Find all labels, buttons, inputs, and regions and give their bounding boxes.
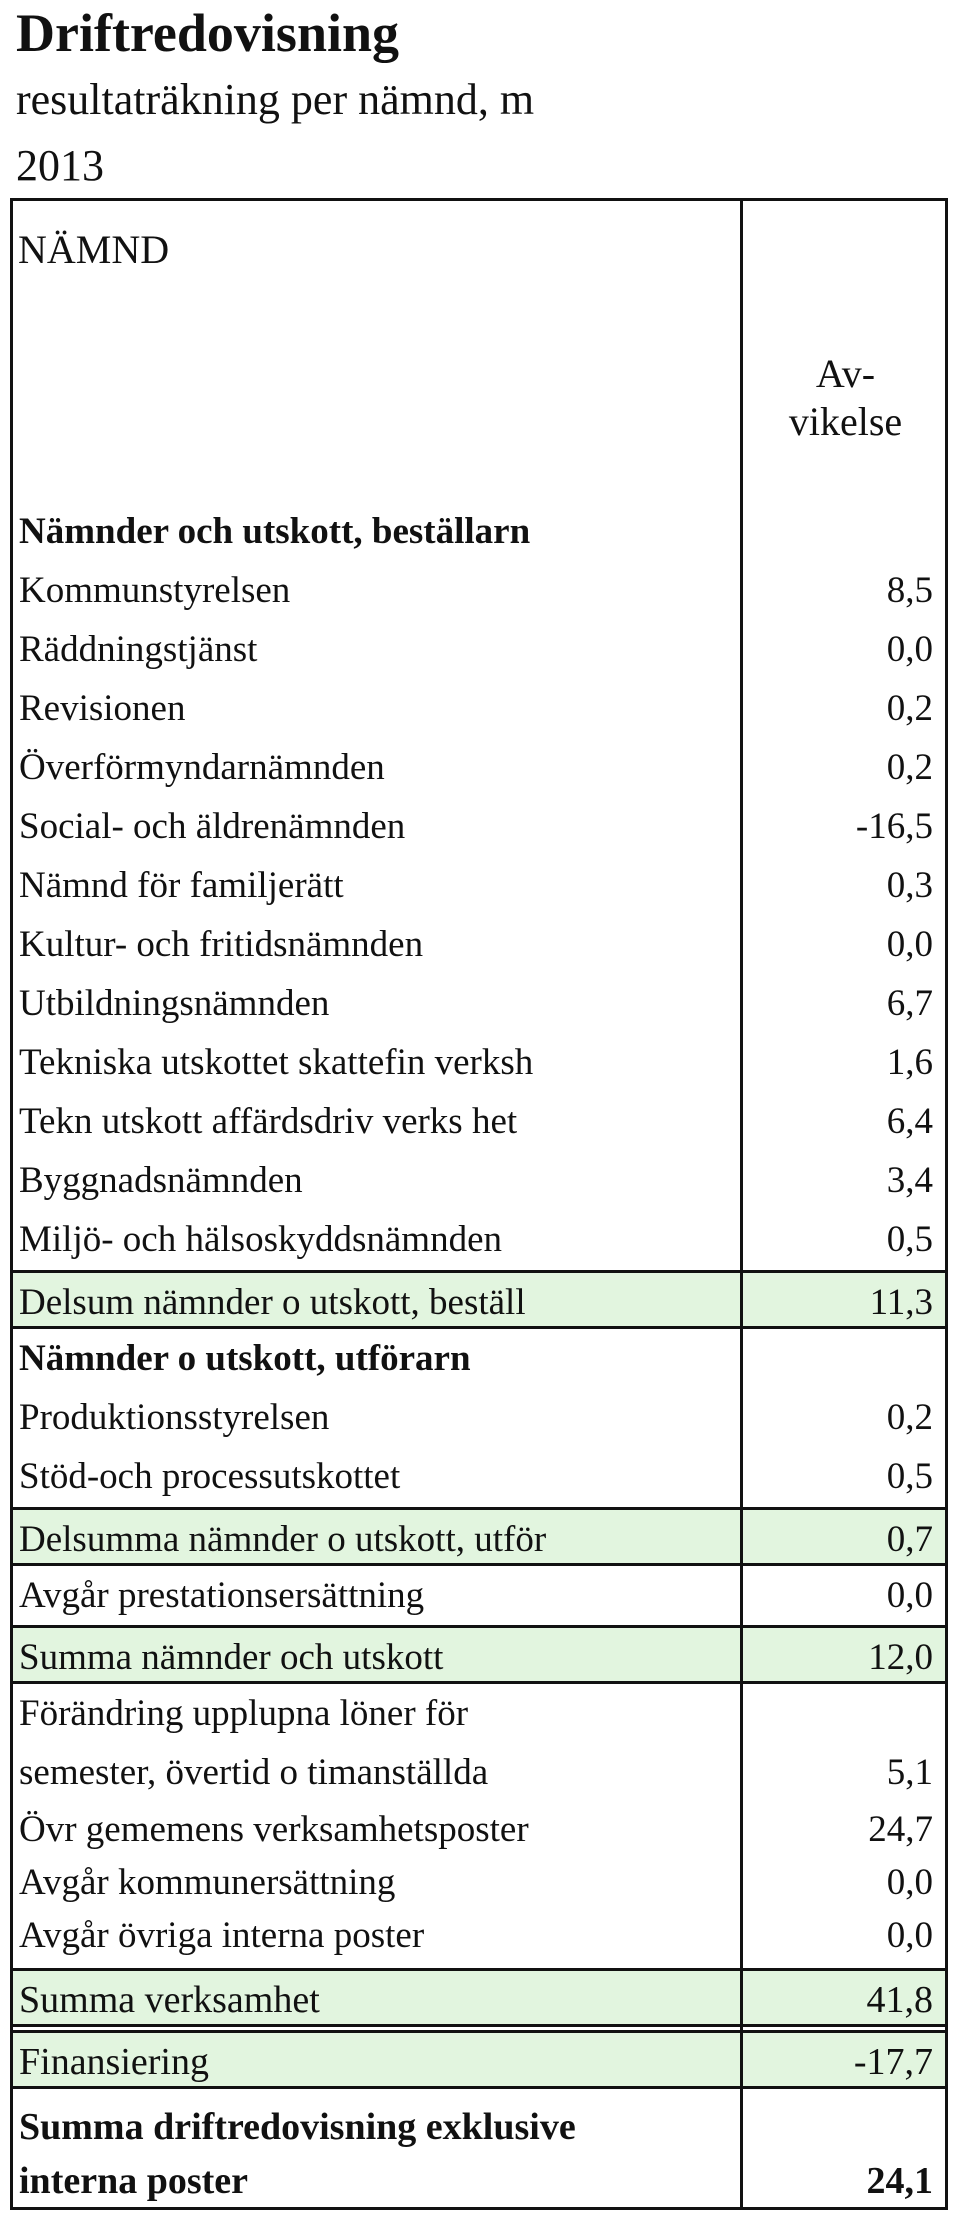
cell-divider	[740, 1273, 743, 1326]
subtotal-row	[13, 1270, 945, 1329]
header-avvikelse	[743, 350, 948, 446]
row-value: 0,5	[886, 1219, 933, 1260]
row-value: 0,2	[886, 747, 933, 788]
table-row	[13, 856, 945, 915]
row-label: Kommunstyrelsen	[19, 570, 291, 611]
row-value: 0,5	[886, 1456, 933, 1497]
row-label: Tekniska utskottet skattefin verksh	[19, 1042, 534, 1083]
row-value: 0,0	[886, 1575, 933, 1616]
row-label: Revisionen	[19, 688, 186, 729]
row-value: -17,7	[853, 2041, 933, 2083]
subtotal-row	[13, 1625, 945, 1684]
row-value: 5,1	[886, 1752, 933, 1793]
row-label: Delsumma nämnder o utskott, utför	[19, 1519, 547, 1560]
cell-divider	[740, 1971, 743, 2024]
cell-divider	[740, 1510, 743, 1563]
row-label: Överförmyndarnämnden	[19, 747, 385, 788]
row-label: Nämnd för familjerätt	[19, 865, 344, 906]
total-row	[13, 2030, 945, 2089]
table-row	[13, 1906, 945, 1965]
table-row	[13, 1033, 945, 1092]
row-label: Avgår kommunersättning	[19, 1862, 396, 1903]
row-value: 0,0	[886, 1915, 933, 1956]
total-row	[13, 1968, 945, 2027]
row-label: Summa driftredovisning exklusive	[19, 2106, 576, 2148]
row-label: Byggnadsnämnden	[19, 1160, 303, 1201]
row-value: -16,5	[855, 806, 933, 847]
row-label: Delsum nämnder o utskott, beställ	[19, 1282, 526, 1323]
row-label: Avgår prestationsersättning	[19, 1575, 425, 1616]
row-value: 11,3	[869, 1282, 933, 1323]
row-label: Avgår övriga interna poster	[19, 1915, 425, 1956]
row-value: 1,6	[886, 1042, 933, 1083]
row-label: Kultur- och fritidsnämnden	[19, 924, 424, 965]
table-row	[13, 974, 945, 1033]
row-value: 24,7	[868, 1809, 933, 1850]
table-row	[13, 679, 945, 738]
row-value: 0,0	[886, 924, 933, 965]
row-label: Miljö- och hälsoskyddsnämnden	[19, 1219, 503, 1260]
section-header-utforare	[13, 1329, 945, 1388]
row-value: 6,4	[886, 1101, 933, 1142]
row-label: Utbildningsnämnden	[19, 983, 330, 1024]
table-row	[13, 1566, 945, 1625]
row-label: Stöd-och processutskottet	[19, 1456, 401, 1497]
table-row	[13, 1853, 945, 1912]
table-row	[13, 1210, 945, 1269]
table-row	[13, 915, 945, 974]
header-avvikelse-line1: Av-	[815, 351, 876, 396]
page-title: Driftredovisning	[16, 3, 400, 63]
page-subtitle: resultaträkning per nämnd, m	[16, 75, 535, 124]
row-value: 24,1	[866, 2160, 933, 2202]
row-label: Produktionsstyrelsen	[19, 1397, 330, 1438]
row-label: Finansiering	[19, 2041, 209, 2083]
row-value: 8,5	[886, 570, 933, 611]
cell-divider	[740, 2033, 743, 2086]
table-row	[13, 1447, 945, 1506]
grand-total-row	[13, 2152, 945, 2211]
row-label: Tekn utskott affärdsdriv verks het	[19, 1101, 518, 1142]
row-label: interna poster	[19, 2160, 249, 2202]
row-label: Summa verksamhet	[19, 1979, 320, 2021]
row-value: 0,7	[886, 1519, 933, 1560]
header-avvikelse-line2: vikelse	[788, 399, 903, 444]
row-value: 0,2	[886, 688, 933, 729]
section-header-bestallare	[13, 502, 945, 561]
row-label: Social- och äldrenämnden	[19, 806, 406, 847]
table-row	[13, 620, 945, 679]
table-row	[13, 1151, 945, 1210]
row-value: 41,8	[866, 1979, 933, 2021]
row-value: 0,2	[886, 1397, 933, 1438]
year-label: 2013	[16, 141, 104, 190]
row-label: semester, övertid o timanställda	[19, 1752, 489, 1793]
row-label: Nämnder o utskott, utförarn	[19, 1338, 471, 1379]
row-label: Nämnder och utskott, beställarn	[19, 511, 531, 552]
table-row	[13, 1388, 945, 1447]
table-row	[13, 561, 945, 620]
table-row	[13, 797, 945, 856]
grand-total-row	[13, 2098, 945, 2157]
row-value: 3,4	[886, 1160, 933, 1201]
table-row	[13, 1092, 945, 1151]
row-value: 0,3	[886, 865, 933, 906]
row-value: 6,7	[886, 983, 933, 1024]
subtotal-row	[13, 1507, 945, 1566]
row-label: Förändring upplupna löner för	[19, 1693, 469, 1734]
table-row	[13, 1743, 945, 1802]
table-row	[13, 1800, 945, 1859]
table-row	[13, 1684, 945, 1743]
header-namnd: NÄMND	[18, 227, 170, 272]
table-row	[13, 738, 945, 797]
row-label: Övr gememens verksamhetsposter	[19, 1809, 529, 1850]
row-value: 12,0	[868, 1637, 933, 1678]
row-value: 0,0	[886, 1862, 933, 1903]
cell-divider	[740, 1628, 743, 1681]
row-label: Räddningstjänst	[19, 629, 258, 670]
row-label: Summa nämnder och utskott	[19, 1637, 444, 1678]
row-value: 0,0	[886, 629, 933, 670]
